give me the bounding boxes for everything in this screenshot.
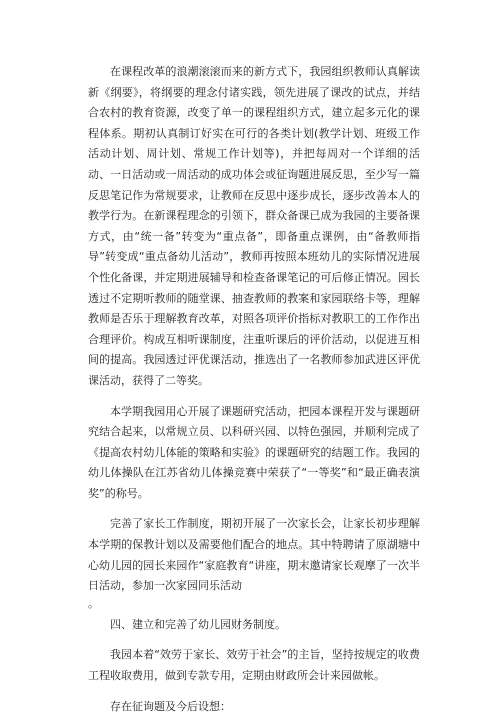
paragraph-curriculum-reform: 在课程改革的浪潮滚滚而来的新方式下，我园组织教师认真解读新《纲要》，将纲要的理念付诸实践，领先进展了课改的试点，并结合农村的教育资源，改变了单一的课程组织方式，建立起多元化的课程体系。期初认真制订好实在可行的各类计划(教学计划、班级工作活动计划、周计划、常规工作计划等)，并把每周对一个详细的活动、一日活动或一周活动的成功体会或征询题进展反思，至少写一篇反思笔记作为常规要求，让教师在反思中逐步成长，逐步改善本人的教学行为。在新课程理念的引领下，群众备课已成为我园的主要备课方式，由“统一备”转变为“重点备”，即备重点课例，由“备教师指导”转变成“重点备幼儿活动”，教师再按照本班幼儿的实际情况进展个性化备课，并定期进展辅导和检查备课笔记的可后修正情况。园长透过不定期听教师的随堂课、抽查教师的教案和家园联络卡等，理解教师是否乐于理解教育改革，对照各项评价指标对教职工的工作作出合理评价。构成互相听课制度，注重听课后的评价活动，以促进互相间的提高。我园透过评优课活动，推选出了一名教师参加武进区评优课活动，获得了二等奖。 xyxy=(88,65,420,387)
section-heading-finance: 四、建立和完善了幼儿园财务制度。 xyxy=(110,617,286,631)
paragraph-research-activities: 本学期我园用心开展了课题研究活动，把园本课程开发与课题研究结合起来，以常规立员、以科研兴园、以特色强园，并顺利完成了《提高农村幼儿体能的策略和实验》的课题研究的结题工作。我园的幼儿体操队在江苏省幼儿体操竞赛中荣获了“一等奖”和“最正确表演奖”的称号。 xyxy=(88,404,420,500)
paragraph-parent-work-end: 。 xyxy=(88,596,99,610)
paragraph-finance: 我园本着“效劳于家长、效劳于社会”的主旨，坚持按规定的收费工程收取费用，做到专款专用，定期由财政所会计来园做帐。 xyxy=(88,648,420,683)
document-body xyxy=(88,62,420,717)
paragraph-parent-work: 完善了家长工作制度，期初开展了一次家长会，让家长初步理解本学期的保教计划以及需要他们配合的地点。其中特聘请了原湖塘中心幼儿园的园长来园作“家庭教育“讲座，期末邀请家长观摩了一次半日活动，参加一次家园同乐活动 xyxy=(88,517,420,593)
paragraph-problems-plans: 存在征询题及今后设想： xyxy=(110,699,231,713)
